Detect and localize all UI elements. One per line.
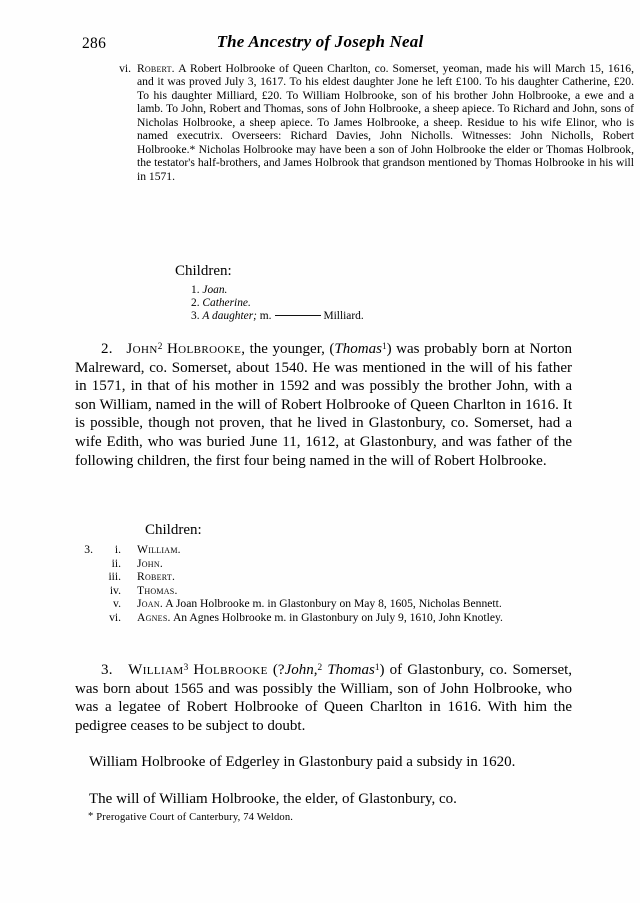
child-vi-note: An Agnes Holbrooke m. in Glastonbury on July 9, 1610, John Knotley.	[172, 610, 503, 624]
paragraph-will: The will of William Holbrooke, the elder, of Glastonbury, co.	[89, 791, 457, 807]
section-2-generation: 2	[157, 341, 163, 352]
page-number: 286	[82, 35, 107, 52]
entry-vi-name: Robert.	[137, 62, 175, 75]
child-vi-roman: vi.	[109, 610, 121, 624]
child-1-name: Joan.	[202, 284, 228, 296]
section-3-generation: 3	[183, 662, 189, 673]
list-item	[75, 597, 572, 611]
section-2-lineage: Thomas	[334, 341, 382, 357]
section-2-paragraph	[75, 340, 572, 470]
section-2-lineage-generation: 1	[381, 341, 387, 352]
section-3-lineage-open: (?	[267, 662, 285, 678]
list-item	[191, 297, 640, 310]
children-caption-2: Children:	[145, 522, 202, 538]
section-3-given-name: William	[128, 662, 184, 678]
child-iv-name: Thomas.	[137, 583, 178, 597]
section-3-paragraph	[75, 661, 572, 735]
child-i-marker: 3.	[84, 543, 93, 556]
list-item	[75, 570, 572, 584]
child-vi-name: Agnes.	[137, 610, 171, 624]
section-2-epithet: , the younger, (	[241, 341, 335, 357]
running-head	[60, 32, 580, 58]
child-3-spouse: Milliard.	[323, 310, 364, 323]
section-3-number: 3.	[101, 662, 113, 678]
child-iv-roman: iv.	[109, 583, 121, 597]
footnote-text: Prerogative Court of Canterbury, 74 Weldon.	[96, 812, 294, 823]
list-item	[75, 557, 572, 571]
children-caption-1: Children:	[175, 263, 232, 279]
child-ii-name: John.	[137, 556, 163, 570]
child-v-name: Joan.	[137, 597, 163, 610]
section-2-given-name: John	[126, 341, 158, 357]
section-2-surname: Holbrooke	[166, 341, 242, 357]
section-3-lineage-2-generation: 1	[374, 662, 380, 673]
footnote-marker: *	[88, 811, 94, 822]
blank-name-rule	[275, 315, 321, 316]
list-item	[75, 611, 572, 625]
child-iii-name: Robert.	[137, 570, 176, 583]
child-3-name: A daughter;	[202, 310, 257, 323]
section-3-body: ) of Glastonbury, co. Somerset, was born about 1565 and was possibly the William, son of John Holbrooke, who was a legatee of Robert Holbrooke of Queen Charlton in 1616. With him the pedigree ceases to be subject to doubt.	[75, 662, 573, 734]
section-2-number: 2.	[101, 341, 113, 357]
running-title: The Ancestry of Joseph Neal	[216, 32, 424, 51]
child-2-name: Catherine.	[202, 297, 251, 310]
list-item	[75, 584, 572, 598]
child-i-name: William.	[137, 543, 181, 556]
section-3-surname: Holbrooke	[193, 662, 268, 678]
child-v-note: A Joan Holbrooke m. in Glastonbury on May 8, 1605, Nicholas Bennett.	[165, 597, 502, 610]
child-3-marriage-abbrev: m.	[259, 310, 272, 323]
entry-vi-body: A Robert Holbrooke of Queen Charlton, co. Somerset, yeoman, made his will March 15, 1616, and it was proved July 3, 1617. To his eldest daughter Jone he left £100. To his daughter Catherine, £20. To his daughter Milliard, £20. To William Holbrooke, son of his brother John Holbrooke, a ewe and a lamb. To John, Robert and Thomas, sons of John Holbrooke, a sheep apiece. To Richard and John, sons of Nicholas Holbrooke, a sheep apiece. To James Holbrooke, a sheep. Residue to his wife Elinor, who is named executrix. Overseers: Richard Davies, John Nicholls. Witnesses: John Nicholls, Robert Holbrooke.* Nicholas Holbrooke may have been a son of John Holbrooke the elder or Thomas Holbrook, the testator's half-brothers, and James Holbrook that grandson mentioned by Thomas Holbrooke in his will in 1571.	[137, 62, 634, 183]
section-3-lineage-1-generation: 2	[317, 662, 323, 673]
section-3-lineage-1: John,	[284, 662, 318, 678]
section-3-lineage-2: Thomas	[327, 662, 375, 678]
child-iii-roman: iii.	[108, 570, 121, 583]
child-1-num: 1.	[191, 284, 200, 296]
children-list-2	[75, 543, 572, 624]
list-item	[191, 284, 640, 297]
list-item	[191, 310, 640, 323]
paragraph-subsidy: William Holbrooke of Edgerley in Glastonbury paid a subsidy in 1620.	[89, 754, 516, 770]
child-ii-roman: ii.	[111, 556, 121, 570]
child-i-roman: i.	[114, 543, 121, 556]
children-list-1	[191, 284, 640, 324]
child-3-num: 3.	[191, 310, 200, 323]
child-2-num: 2.	[191, 297, 200, 310]
entry-vi-robert	[75, 62, 634, 183]
section-2-body: ) was probably born at Norton Malreward, co. Somerset, about 1540. He was mentioned in the will of his father in 1571, in that of his mother in 1592 and was possibly the brother John, with a son William, named in the will of Robert Holbrooke of Queen Charlton in 1616. It is possible, though not proven, that he lived in Glastonbury, co. Somerset, had a wife Edith, who was buried June 11, 1612, at Glastonbury, and was father of the following children, the first four being named in the will of Robert Holbrooke.	[75, 341, 572, 469]
child-v-roman: v.	[113, 597, 121, 610]
footnote	[88, 810, 585, 824]
entry-vi-roman: vi.	[119, 62, 131, 75]
list-item	[75, 543, 572, 557]
